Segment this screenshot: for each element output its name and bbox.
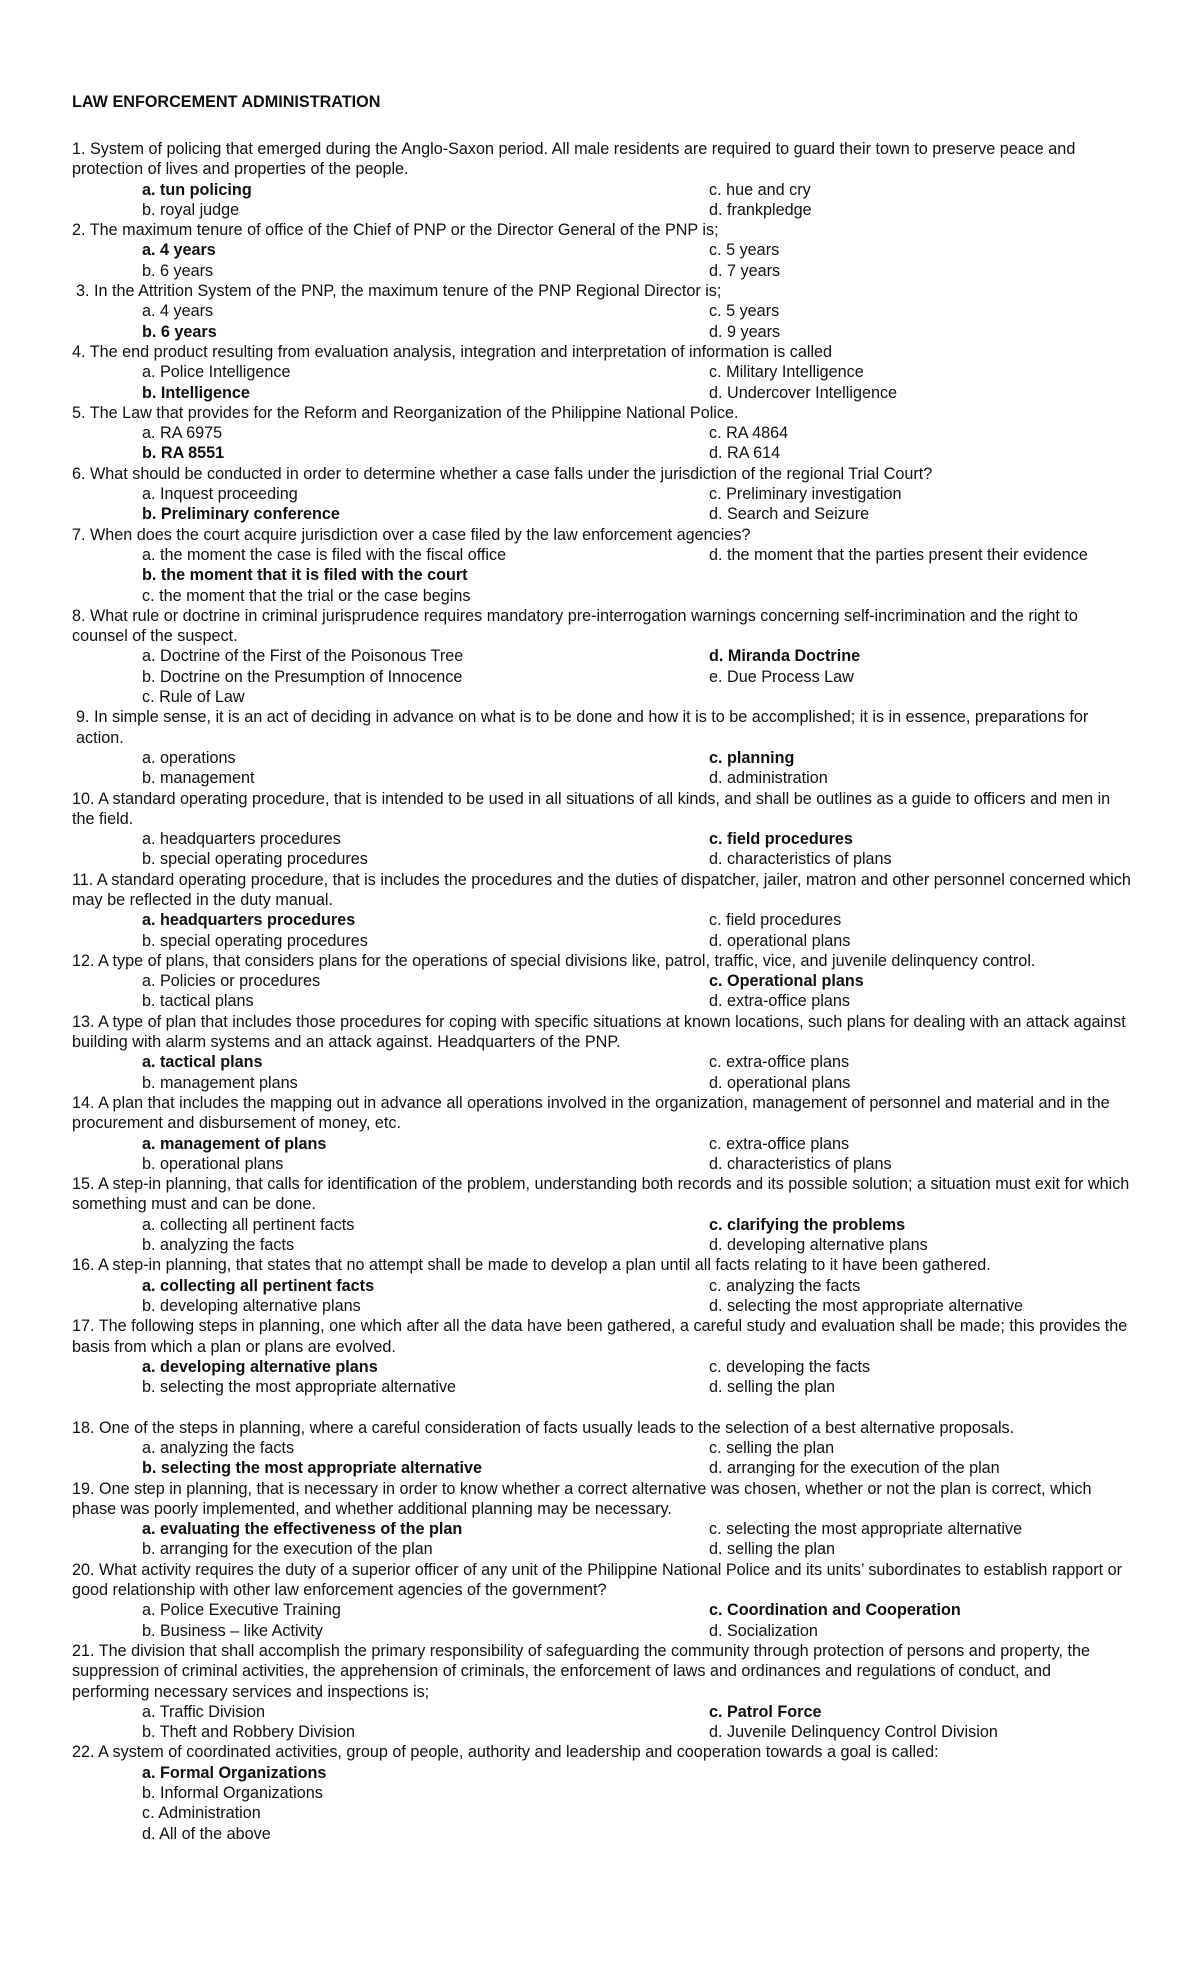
answer-option: d. 7 years <box>709 261 781 280</box>
option-row <box>72 1296 1132 1316</box>
answer-option: a. Police Intelligence <box>142 363 291 382</box>
option-row <box>72 362 1132 382</box>
correct-answer-option: a. Formal Organizations <box>142 1763 327 1782</box>
answer-option: a. the moment the case is filed with the fiscal office <box>142 545 507 564</box>
answer-option: d. operational plans <box>709 1073 851 1092</box>
answer-option: c. Military Intelligence <box>709 363 864 382</box>
answer-option: d. All of the above <box>142 1824 271 1843</box>
option-row <box>72 1357 1132 1377</box>
answer-options <box>72 1276 1132 1317</box>
option-row <box>72 504 1132 524</box>
answer-option: d. the moment that the parties present their evidence <box>709 545 1088 564</box>
option-row <box>72 646 1132 666</box>
correct-answer-option: d. Miranda Doctrine <box>709 647 861 666</box>
correct-answer-option: c. planning <box>709 748 795 767</box>
option-row <box>72 484 1132 504</box>
answer-option: d. frankpledge <box>709 200 812 219</box>
question-list <box>72 139 1132 1844</box>
answer-option: b. special operating procedures <box>142 931 368 950</box>
correct-answer-option: a. collecting all pertinent facts <box>142 1276 375 1295</box>
question-item <box>72 1479 1132 1560</box>
answer-option: b. developing alternative plans <box>142 1296 361 1315</box>
answer-option: b. analyzing the facts <box>142 1236 295 1255</box>
option-row <box>72 1539 1132 1559</box>
answer-option: b. management plans <box>142 1073 298 1092</box>
answer-options <box>72 1702 1132 1743</box>
option-row <box>72 748 1132 768</box>
option-row <box>72 1722 1132 1742</box>
option-row <box>72 971 1132 991</box>
answer-option: c. extra-office plans <box>709 1134 850 1153</box>
option-row <box>72 200 1132 220</box>
question-item <box>72 525 1132 606</box>
correct-answer-option: b. RA 8551 <box>142 444 225 463</box>
question-text: 21. The division that shall accomplish the primary responsibility of safeguarding the community through protection of persons and property, the suppression of criminal activities, the apprehension of criminals, the enforcement of laws and ordinances and regulations of conduct, and performing necessary services and inspections is; <box>72 1641 1090 1701</box>
question-item <box>72 1418 1132 1479</box>
answer-options <box>72 1763 1132 1844</box>
question-item <box>72 707 1132 788</box>
answer-options <box>72 180 1132 221</box>
option-row <box>72 1824 1132 1844</box>
answer-option: d. Socialization <box>709 1621 818 1640</box>
answer-option: d. extra-office plans <box>709 992 850 1011</box>
option-row <box>72 1458 1132 1478</box>
question-item <box>72 1012 1132 1093</box>
answer-option: d. developing alternative plans <box>709 1236 928 1255</box>
answer-option: d. Undercover Intelligence <box>709 383 898 402</box>
question-item <box>72 1560 1132 1641</box>
question-item <box>72 951 1132 1012</box>
answer-option: d. characteristics of plans <box>709 850 892 869</box>
correct-answer-option: a. tun policing <box>142 180 252 199</box>
question-item <box>72 281 1132 342</box>
answer-option: e. Due Process Law <box>709 667 854 686</box>
question-text: 3. In the Attrition System of the PNP, the maximum tenure of the PNP Regional Director is; <box>76 282 722 301</box>
answer-option: b. arranging for the execution of the plan <box>142 1540 433 1559</box>
answer-option: b. tactical plans <box>142 992 254 1011</box>
answer-options <box>72 423 1132 464</box>
question-text: 4. The end product resulting from evaluation analysis, integration and interpretation of information is called <box>72 342 833 361</box>
answer-option: d. selling the plan <box>709 1378 835 1397</box>
answer-options <box>72 545 1132 606</box>
answer-option: a. 4 years <box>142 302 214 321</box>
option-row <box>72 829 1132 849</box>
answer-option: d. Juvenile Delinquency Control Division <box>709 1723 998 1742</box>
question-text: 15. A step-in planning, that calls for identification of the problem, understanding both records and its possible solution; a situation must exit for which something must and can be done. <box>72 1175 1130 1214</box>
answer-options <box>72 362 1132 403</box>
question-item <box>72 464 1132 525</box>
question-text: 20. What activity requires the duty of a superior officer of any unit of the Philippine National Police and its units’ subordinates to establish rapport or good relationship with other law enforcement agencies of the government? <box>72 1560 1123 1600</box>
correct-answer-option: a. evaluating the effectiveness of the plan <box>142 1520 463 1539</box>
correct-answer-option: b. Preliminary conference <box>142 505 340 524</box>
answer-option: c. selecting the most appropriate alternative <box>709 1520 1023 1539</box>
answer-option: a. Police Executive Training <box>142 1601 341 1620</box>
answer-option: b. operational plans <box>142 1154 284 1173</box>
answer-options <box>72 240 1132 281</box>
correct-answer-option: a. tactical plans <box>142 1053 263 1072</box>
option-row <box>72 383 1132 403</box>
answer-option: a. operations <box>142 748 236 767</box>
answer-options <box>72 484 1132 525</box>
option-row <box>72 545 1132 565</box>
question-text: 5. The Law that provides for the Reform and Reorganization of the Philippine National Police. <box>72 403 739 422</box>
correct-answer-option: a. management of plans <box>142 1134 327 1153</box>
correct-answer-option: a. headquarters procedures <box>142 911 356 930</box>
option-row <box>72 443 1132 463</box>
blank-line <box>72 1397 1132 1417</box>
answer-option: a. Doctrine of the First of the Poisonous Tree <box>142 647 464 666</box>
option-row <box>72 910 1132 930</box>
answer-option: d. RA 614 <box>709 444 781 463</box>
answer-option: b. selecting the most appropriate alternative <box>142 1378 457 1397</box>
question-text: 8. What rule or doctrine in criminal jurisprudence requires mandatory pre-interrogation warnings concerning self-incrimination and the right to counsel of the suspect. <box>72 606 1078 646</box>
option-row <box>72 1519 1132 1539</box>
answer-options <box>72 646 1132 707</box>
question-text: 2. The maximum tenure of office of the Chief of PNP or the Director General of the PNP is; <box>72 221 719 240</box>
question-item <box>72 870 1132 951</box>
option-row <box>72 586 1132 606</box>
answer-options <box>72 1600 1132 1641</box>
answer-option: b. Informal Organizations <box>142 1784 323 1803</box>
question-text: 7. When does the court acquire jurisdiction over a case filed by the law enforcement agencies? <box>72 525 751 544</box>
correct-answer-option: c. Operational plans <box>709 972 864 991</box>
option-row <box>72 1052 1132 1072</box>
question-text: 17. The following steps in planning, one which after all the data have been gathered, a careful study and evaluation shall be made; this provides the basis from which a plan or plans are evolved. <box>72 1317 1128 1356</box>
question-text: 6. What should be conducted in order to determine whether a case falls under the jurisdiction of the regional Trial Court? <box>72 464 933 483</box>
question-text: 13. A type of plan that includes those procedures for coping with specific situations at known locations, such plans for dealing with an attack against building with alarm systems and an attack against. Headquarters of the PNP. <box>72 1012 1126 1052</box>
question-item <box>72 1093 1132 1174</box>
option-row <box>72 991 1132 1011</box>
correct-answer-option: b. selecting the most appropriate alternative <box>142 1459 483 1478</box>
answer-option: b. Business – like Activity <box>142 1621 323 1640</box>
answer-option: d. selling the plan <box>709 1540 835 1559</box>
option-row <box>72 423 1132 443</box>
answer-option: c. extra-office plans <box>709 1053 850 1072</box>
question-item <box>72 789 1132 870</box>
option-row <box>72 931 1132 951</box>
answer-option: d. Search and Seizure <box>709 505 870 524</box>
correct-answer-option: b. Intelligence <box>142 383 250 402</box>
correct-answer-option: c. Coordination and Cooperation <box>709 1601 961 1620</box>
answer-option: a. analyzing the facts <box>142 1439 295 1457</box>
option-row <box>72 261 1132 281</box>
question-item <box>72 1316 1132 1417</box>
answer-options <box>72 1052 1132 1093</box>
option-row <box>72 1215 1132 1235</box>
answer-option: c. Rule of Law <box>142 688 245 707</box>
option-row <box>72 565 1132 585</box>
answer-option: c. the moment that the trial or the case begins <box>142 586 471 605</box>
option-row <box>72 849 1132 869</box>
question-text: 10. A standard operating procedure, that is intended to be used in all situations of all kinds, and shall be outlines as a guide to officers and men in the field. <box>72 789 1111 828</box>
option-row <box>72 687 1132 707</box>
answer-option: c. analyzing the facts <box>709 1276 861 1295</box>
option-row <box>72 1235 1132 1255</box>
question-item <box>72 1742 1132 1843</box>
answer-option: b. royal judge <box>142 200 240 219</box>
option-row <box>72 1600 1132 1620</box>
question-text: 14. A plan that includes the mapping out in advance all operations involved in the organization, management of personnel and material and in the procurement and disbursement of money, etc. <box>72 1093 1110 1133</box>
question-text: 16. A step-in planning, that states that no attempt shall be made to develop a plan until all facts relating to it have been gathered. <box>72 1256 991 1275</box>
question-item <box>72 220 1132 281</box>
answer-option: d. characteristics of plans <box>709 1154 892 1173</box>
option-row <box>72 1134 1132 1154</box>
answer-options <box>72 1215 1132 1256</box>
question-text: 19. One step in planning, that is necessary in order to know whether a correct alternative was chosen, whether or not the plan is correct, which phase was poorly implemented, and whether additional planning may be necessary. <box>72 1479 1092 1518</box>
answer-option: c. hue and cry <box>709 180 811 199</box>
correct-answer-option: a. developing alternative plans <box>142 1357 378 1376</box>
correct-answer-option: b. 6 years <box>142 322 217 341</box>
option-row <box>72 240 1132 260</box>
option-row <box>72 1438 1132 1458</box>
answer-option: c. Administration <box>142 1804 261 1823</box>
answer-option: a. RA 6975 <box>142 424 223 443</box>
correct-answer-option: c. Patrol Force <box>709 1702 822 1721</box>
option-row <box>72 1783 1132 1803</box>
answer-option: b. 6 years <box>142 261 214 280</box>
answer-option: b. Doctrine on the Presumption of Innocence <box>142 667 463 686</box>
question-item <box>72 1174 1132 1255</box>
option-row <box>72 1154 1132 1174</box>
answer-option: b. Theft and Robbery Division <box>142 1723 355 1742</box>
answer-options <box>72 971 1132 1012</box>
answer-option: a. headquarters procedures <box>142 830 341 849</box>
option-row <box>72 322 1132 342</box>
answer-option: d. arranging for the execution of the plan <box>709 1459 1000 1478</box>
answer-option: c. Preliminary investigation <box>709 485 902 504</box>
answer-option: a. Policies or procedures <box>142 972 321 991</box>
answer-option: c. field procedures <box>709 911 842 930</box>
answer-option: c. 5 years <box>709 241 780 260</box>
question-item <box>72 139 1132 220</box>
answer-options <box>72 829 1132 870</box>
answer-options <box>72 1134 1132 1175</box>
answer-option: c. RA 4864 <box>709 424 789 443</box>
answer-option: d. administration <box>709 769 828 788</box>
option-row <box>72 1803 1132 1823</box>
question-text: 22. A system of coordinated activities, group of people, authority and leadership and cooperation towards a goal is called: <box>72 1743 939 1762</box>
option-row <box>72 1377 1132 1397</box>
option-row <box>72 1073 1132 1093</box>
option-row <box>72 1621 1132 1641</box>
question-text: 12. A type of plans, that considers plans for the operations of special divisions like, patrol, traffic, vice, and juvenile delinquency control. <box>72 951 1036 970</box>
question-item <box>72 1255 1132 1316</box>
correct-answer-option: c. clarifying the problems <box>709 1215 906 1234</box>
answer-option: d. selecting the most appropriate alternative <box>709 1296 1024 1315</box>
answer-option: a. collecting all pertinent facts <box>142 1215 355 1234</box>
option-row <box>72 1763 1132 1783</box>
option-row <box>72 667 1132 687</box>
answer-options <box>72 1438 1132 1479</box>
document-title: LAW ENFORCEMENT ADMINISTRATION <box>72 93 381 111</box>
question-item <box>72 606 1132 707</box>
correct-answer-option: b. the moment that it is filed with the court <box>142 566 468 585</box>
question-item <box>72 1641 1132 1742</box>
question-text: 18. One of the steps in planning, where a careful consideration of facts usually leads to the selection of a best alternative proposals. <box>72 1418 1015 1437</box>
answer-option: c. selling the plan <box>709 1439 835 1457</box>
question-item <box>72 342 1132 403</box>
answer-option: c. 5 years <box>709 302 780 321</box>
answer-option: d. operational plans <box>709 931 851 950</box>
answer-options <box>72 1357 1132 1398</box>
answer-options <box>72 1519 1132 1560</box>
option-row <box>72 180 1132 200</box>
answer-options <box>72 910 1132 951</box>
option-row <box>72 1276 1132 1296</box>
option-row <box>72 768 1132 788</box>
answer-option: a. Inquest proceeding <box>142 485 298 504</box>
answer-option: c. developing the facts <box>709 1357 871 1376</box>
question-text: 11. A standard operating procedure, that is includes the procedures and the duties of dispatcher, jailer, matron and other personnel concerned which may be reflected in the duty manual. <box>72 870 1131 909</box>
answer-option: a. Traffic Division <box>142 1702 265 1721</box>
option-row <box>72 1702 1132 1722</box>
option-row <box>72 301 1132 321</box>
answer-option: b. management <box>142 769 255 788</box>
answer-options <box>72 748 1132 789</box>
answer-options <box>72 301 1132 342</box>
question-text: 1. System of policing that emerged during the Anglo-Saxon period. All male residents are required to guard their town to preserve peace and protection of lives and properties of the people. <box>72 140 1076 179</box>
question-text: 9. In simple sense, it is an act of deciding in advance on what is to be done and how it is to be accomplished; it is in essence, preparations for action. <box>76 708 1089 747</box>
answer-option: d. 9 years <box>709 322 781 341</box>
correct-answer-option: a. 4 years <box>142 241 216 260</box>
answer-option: b. special operating procedures <box>142 850 368 869</box>
question-item <box>72 403 1132 464</box>
correct-answer-option: c. field procedures <box>709 830 853 849</box>
